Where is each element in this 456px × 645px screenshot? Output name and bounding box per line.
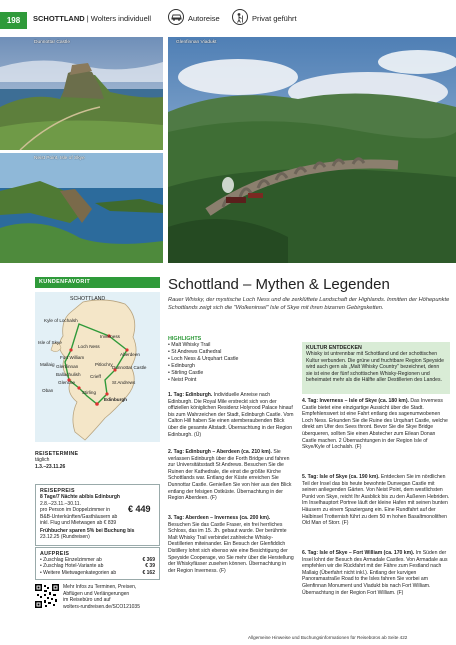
addon-row <box>40 570 155 576</box>
early-booking-line: 23.12.25 (Rundreisen) <box>40 534 90 540</box>
price-line: 8 Tage/7 Nächte ab/bis Edinburgh <box>40 494 120 500</box>
addon-price: € 162 <box>142 569 155 576</box>
day-title: 5. Tag: Isle of Skye (ca. 190 km). <box>302 474 380 480</box>
highlight-item: • Edinburgh <box>168 362 195 369</box>
addon-label: • Zuschlag Hotel-Variante ab <box>40 563 104 570</box>
day-2 <box>168 449 294 502</box>
day-title: 6. Tag: Isle of Skye – Fort William (ca. 170 km). <box>302 550 415 556</box>
page-title: Schottland – Mythen & Legenden <box>168 276 390 293</box>
addon-price: € 39 <box>145 563 155 570</box>
price-heading: REISEPREIS <box>40 488 75 494</box>
car-icon <box>168 9 184 25</box>
map-region-label: SCHOTTLAND <box>70 296 106 302</box>
breadcrumb <box>33 14 151 23</box>
main-price: € 449 <box>128 504 151 514</box>
intro-text: Rauer Whisky, der mystische Loch Ness und die zerklüftete Landschaft der Highlands. Inmitten der Höhepunkte Schottlands zeigt sich die "Wolkeninsel" Isle of Skye mit ihren bizarren Gebirgsketten. <box>168 297 450 311</box>
travel-dates-heading: REISETERMINE <box>35 451 79 457</box>
day-title: 3. Tag: Aberdeen – Inverness (ca. 200 km). <box>168 515 271 521</box>
viaduct-caption: Glenfinnan Viadukt <box>176 40 217 45</box>
map-label: Inverness <box>100 334 120 339</box>
day-3 <box>168 515 294 574</box>
qr-code[interactable] <box>35 584 59 608</box>
day-4 <box>302 398 450 451</box>
culture-box <box>302 342 450 394</box>
page-number: 198 <box>0 12 27 29</box>
category-label: | Wolters individuell <box>86 14 152 23</box>
viaduct-photo <box>168 37 456 263</box>
map-label: Mallaig <box>40 362 55 367</box>
guide-icon <box>232 9 248 25</box>
map-label: Loch Ness <box>78 344 100 349</box>
day-title: 4. Tag: Inverness – Isle of Skye (ca. 180 km). <box>302 398 409 404</box>
day-title: 1. Tag: Edinburgh. <box>168 392 213 398</box>
castle-caption: Dunnottar Castle <box>34 40 70 45</box>
map-label: Edinburgh <box>104 397 127 402</box>
price-box <box>35 484 160 546</box>
price-line: inkl. Flug und Mietwagen ab € 839 <box>40 520 117 526</box>
addon-label: • Zuschlag Einzelzimmer ab <box>40 557 102 563</box>
price-line: 2.8.–23.11.–30.11. <box>40 500 81 507</box>
culture-text: Whisky ist untrennbar mit Schottland und der schottischen Kultur verbunden. Die grüne und fruchtbare Region Speyside wird auch gern als „Malt Whisky Country" bezeichnet, denn sie ist eine der fünf schottischen Whisky-Regionen und beheimatet mehr als die Hälfte aller Destillerien des Landes. <box>306 351 444 384</box>
day-text: Im Süden der Insel lohnt der Besuch des Armadale Castles. Von Armadale aus empfehlen wir die Rückfahrt mit der Fähre zum Festland nach Mallaig (Überfahrt nicht inkl.). Entlang der kurvigen Panoramastraße Road to the Isles fahren Sie vorbei am Glenfinnan Monument und Viadukt bis nach Fort William. Übernachtung in der Region Fort William. (F) <box>302 550 448 596</box>
culture-heading: KULTUR ENTDECKEN <box>306 345 362 351</box>
day-text: Besuchen Sie das Castle Fraser, ein frei herrliches Schloss, das im 15. Jh. gebaut wurde. Der berühmte Malt Whisky Trail verbindet zahlreiche Whisky-Destillerien miteinander. Ein Besuch der Glenfiddich Distillery lohnt sich ebenso wie eine Besichtigung der Speyside Cooperage, wo Sie mehr über die Herstellung der Whiskyfässer zusehen können. Übernachtung in der Region Inverness. (F) <box>168 521 294 574</box>
map-label: Isle of Skye <box>38 340 62 345</box>
highlight-item: • Loch Ness & Urquhart Castle <box>168 355 239 362</box>
travel-dates-line: täglich <box>35 457 50 463</box>
addons-heading: AUFPREIS <box>40 551 70 557</box>
highlight-item: • St Andrews Cathedral <box>168 348 222 355</box>
privat-label: Privat geführt <box>252 14 297 23</box>
highlight-item: • Malt Whisky Trail <box>168 342 211 348</box>
map-label: Fort William <box>60 355 85 360</box>
map-label: Crieff <box>90 374 101 379</box>
map-label: Oban <box>42 388 54 393</box>
day-1 <box>168 392 294 438</box>
day-title: 2. Tag: Edinburgh – Aberdeen (ca. 210 km). <box>168 449 272 455</box>
map-label: Dunnottar Castle <box>112 365 147 370</box>
qr-line: im Reisebüro und auf <box>63 597 111 603</box>
day-5 <box>302 474 450 527</box>
map-label: Kyle of Lochalsh <box>44 318 78 323</box>
section-title: SCHOTTLAND <box>33 14 85 23</box>
qr-link[interactable]: wolters-rundreisen.de/SCO121035 <box>63 603 140 610</box>
addon-price: € 369 <box>142 557 155 563</box>
map-label: Pitlochry <box>95 362 113 367</box>
map-label: Glencoe <box>58 380 76 385</box>
price-line: pro Person im Doppelzimmer in <box>40 507 111 513</box>
skye-photo <box>0 153 163 263</box>
map-label: Ballachulish <box>56 372 81 377</box>
addons-box <box>35 547 160 580</box>
skye-caption: Neist Point, Isle of Skye <box>34 156 85 161</box>
qr-line: Abflügen und Verlängerungen <box>63 590 130 597</box>
highlights-list <box>168 342 294 383</box>
travel-dates-range: 1.3.–23.11.26 <box>35 463 66 470</box>
highlight-item: • Stirling Castle <box>168 369 204 376</box>
price-line: B&B-Unterkünften/Gasthäusern ab <box>40 513 118 520</box>
travel-dates <box>35 451 160 470</box>
qr-info <box>63 584 163 610</box>
castle-photo <box>0 37 163 150</box>
day-text: Individuelle Anreise nach Edinburgh. Die Royal Mile erstreckt sich von der offiziellen königlichen Residenz Holyrood Palace hinauf bis zum Wahrzeichen der Stadt, Edinburgh Castle. Vom Calton Hill haben Sie einen atemberaubenden Blick über die gesamte Altstadt. Übernachtung in der Region Edinburgh. (Ü) <box>168 392 294 438</box>
addon-label: • Weitere Mietwagenkategorien ab <box>40 569 117 576</box>
map-label: Glenfinnan <box>56 364 79 369</box>
highlight-item: • Neist Point <box>168 376 197 383</box>
map-label: Aberdeen <box>120 352 140 357</box>
highlights-heading: HIGHLIGHTS <box>168 336 202 342</box>
day-text: Entdecken Sie im nördlichen Teil der Insel das bis heute bewohnte Dunvegan Castle mit seinen anliegenden Gärten. Von Neist Point, dem westlichsten Punkt von Skye, reicht Ihr Ausblick bis zu den Äußeren Hebriden. Im Inselhauptort Portree läuft der kleine Hafen mit seinen bunten Häusern zu einem Spaziergang ein. Eine Rundfahrt auf der Halbinsel Trotternish führt zu dem 50 m hohen Basaltmonolithen Old Man of Storr. (F) <box>302 474 450 527</box>
autoreise-label: Autoreise <box>188 14 220 23</box>
map-label: St Andrews <box>112 380 136 385</box>
day-6 <box>302 550 450 596</box>
map-label: Stirling <box>82 390 97 395</box>
highlights <box>168 336 294 383</box>
footer-note: Allgemeine Hinweise und Buchungsinformationen für Reisebüros ab Seite 422 <box>248 635 408 640</box>
early-booking-heading: Frühbucher sparen 5% bei Buchung bis <box>40 527 135 534</box>
kundenfavorit-badge: KUNDENFAVORIT <box>35 277 160 288</box>
qr-line: Mehr Infos zu Terminen, Preisen, <box>63 584 137 590</box>
day-text: Sie verlassen Edinburgh über die Forth Bridge und fahren zur Universitätsstadt St Andrews. Besuchen Sie die Ruinen der Kathedrale, die einst die größte Kirche Schottlands war. Entlang der Küste erreichen Sie Dunnottar Castle. Genießen Sie von hier aus den Blick entlang der felsigen Ostküste. Übernachtung in der Region Aberdeen. (F) <box>168 449 292 502</box>
day-text: Das Inverness Castle bietet eine einzigartige Aussicht über die Stadt. Empfehlenswert ist eine Fahrt entlang des sagenumwobenen Loch Ness. Erkunden Sie die Ruine des Urquhart Castle, welche direkt am Ufer des Sees thront. Bevor Sie die Skye Bridge überqueren, sollten Sie einen Abstecher zum Eilean Donan Castle machen. 2 Übernachtungen in der Region Isle of Skye/Kyle of Lochalsh. (F) <box>302 398 448 451</box>
